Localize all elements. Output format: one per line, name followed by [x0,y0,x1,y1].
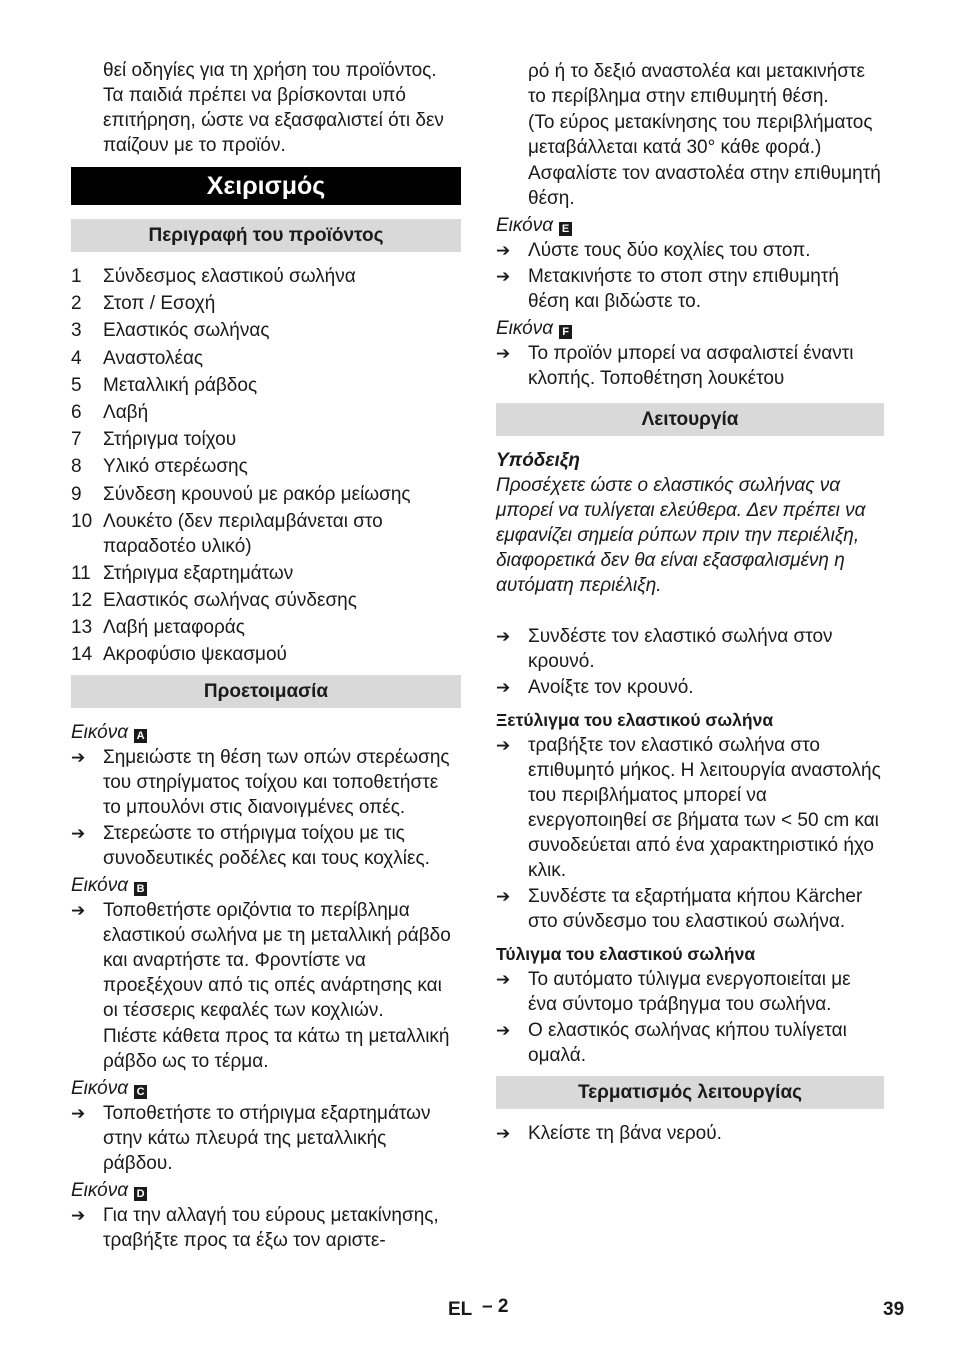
figure-word: Εικόνα [71,1078,129,1100]
figure-ref-a [71,720,461,745]
list-item [71,346,461,371]
figure-ref-e [496,213,884,238]
section-title-shutdown: Τερματισμός λειτουργίας [496,1076,884,1109]
arrow-right-icon: ➔ [71,748,86,768]
step-item [496,341,884,391]
arrow-right-icon: ➔ [496,344,511,363]
item-number: 10 [71,510,93,532]
section-title-preparation: Προετοιμασία [71,675,461,708]
left-column [71,58,461,1254]
figure-letter-d: D [134,1187,147,1201]
step-item [496,238,884,263]
list-item [71,642,461,667]
section-title-operation: Λειτουργία [496,403,884,436]
item-text: Ακροφύσιο ψεκασμού [103,644,287,666]
step-item [71,1101,461,1176]
arrow-right-icon: ➔ [71,901,86,921]
arrow-right-icon: ➔ [496,970,511,989]
list-item [71,561,461,586]
page-number: 39 [883,1299,905,1320]
step-item [496,967,884,1017]
figure-word: Εικόνα [71,722,129,744]
list-item [71,509,461,559]
list-item [71,427,461,452]
arrow-right-icon: ➔ [496,887,511,906]
arrow-right-icon: ➔ [496,241,511,260]
chapter-title: Χειρισμός [71,167,461,205]
item-text: Στήριγμα τοίχου [103,429,237,451]
figure-letter-b: B [134,882,147,896]
item-number: 13 [71,617,93,639]
step-item [496,624,884,674]
step-text: Κλείστε τη βάνα νερού. [528,1123,722,1144]
figure-letter-f: F [559,325,572,339]
list-item [71,318,461,343]
item-number: 7 [71,429,82,451]
arrow-right-icon: ➔ [496,736,511,755]
item-number: 12 [71,590,93,612]
step-item [496,675,884,700]
step-item [71,898,461,1023]
item-text: Μεταλλική ράβδος [103,374,258,396]
item-number: 5 [71,374,82,396]
step-text: Σημειώστε τη θέση των οπών στερέωσης του στηρίγματος τοίχου και τοποθετήστε το μπουλόνι στις διανοιγμένες οπές. [103,747,450,819]
figure-ref-f [496,316,884,341]
item-text: Στήριγμα εξαρτημάτων [103,562,294,584]
item-text: Στοπ / Εσοχή [103,293,216,315]
arrow-right-icon: ➔ [71,1104,86,1124]
step-text: Συνδέστε τον ελαστικό σωλήνα στον κρουνό. [528,626,833,672]
item-number: 1 [71,266,82,287]
list-item [71,400,461,425]
figure-word: Εικόνα [71,875,129,897]
item-text: Σύνδεσμος ελαστικού σωλήνα [103,266,356,287]
step-item [496,264,884,314]
item-number: 3 [71,320,82,342]
item-number: 2 [71,293,82,315]
item-number: 9 [71,483,82,505]
list-item [71,615,461,640]
step-item [71,745,461,820]
arrow-right-icon: ➔ [496,627,511,646]
figure-letter-e: E [559,222,572,236]
note-title: Υπόδειξη [496,450,580,471]
step-item [496,884,884,934]
item-text: Λαβή [103,401,149,423]
item-number: 6 [71,401,82,423]
figure-word: Εικόνα [71,1180,129,1202]
item-text: Ελαστικός σωλήνας [103,320,270,342]
figure-ref-c [71,1076,461,1101]
step-text: Λύστε τους δύο κοχλίες του στοπ. [528,240,811,261]
item-number: 4 [71,347,82,369]
item-text: Υλικό στερέωσης [103,456,248,478]
intro-text: θεί οδηγίες για τη χρήση του προϊόντος. Τα παιδιά πρέπει να βρίσκονται υπό επιτήρηση, ώστε να εξασφαλιστεί ότι δεν παίζουν με το προϊόν. [103,60,444,156]
step-text: Ανοίξτε τον κρουνό. [528,677,694,698]
figure-letter-a: A [134,729,147,743]
step-text: τραβήξτε τον ελαστικό σωλήνα στο επιθυμητό μήκος. Η λειτουργία αναστολής του περιβλήματος μπορεί να ενεργοποιηθεί σε βήματα των < 50 cm και συνοδεύεται από ένα χαρακτηριστικό ήχο κλικ. [528,735,881,881]
step-continuation: Ασφαλίστε τον αναστολέα στην επιθυμητή θέση. [528,163,881,209]
list-item [71,291,461,316]
step-text: Τοποθετήστε οριζόντια το περίβλημα ελαστικού σωλήνα με τη μεταλλική ράβδο και αναρτήστε τα. Φροντίστε να προεξέχουν από τις οπές ανάρτησης και οι τέσσερις κεφαλές των κοχλιών. [103,900,451,1022]
arrow-right-icon: ➔ [496,678,511,697]
step-text: Για την αλλαγή του εύρους μετακίνησης, τραβήξτε προς τα έξω τον αριστε- [103,1205,439,1252]
item-number: 8 [71,456,82,478]
step-text: Ο ελαστικός σωλήνας κήπου τυλίγεται ομαλά. [528,1020,847,1066]
list-item [71,373,461,398]
step-text: Μετακινήστε το στοπ στην επιθυμητή θέση και βιδώστε το. [528,266,839,312]
figure-ref-d [71,1178,461,1203]
arrow-right-icon: ➔ [71,1206,86,1226]
step-text: Το προϊόν μπορεί να ασφαλιστεί έναντι κλοπής. Τοποθέτηση λουκέτου [528,343,854,389]
step-text: Στερεώστε το στήριγμα τοίχου με τις συνοδευτικές ροδέλες και τους κοχλίες. [103,823,430,870]
step-item [496,733,884,883]
arrow-right-icon: ➔ [496,1021,511,1040]
figure-word: Εικόνα [496,215,554,236]
arrow-right-icon: ➔ [496,1124,511,1143]
section-title-description: Περιγραφή του προϊόντος [71,219,461,252]
footer-language: EL [448,1299,473,1320]
step-item [71,821,461,871]
step-item [496,1018,884,1068]
figure-ref-b [71,873,461,898]
parts-list [71,264,461,667]
item-text: Ελαστικός σωλήνας σύνδεσης [103,590,357,612]
step-continuation: Πιέστε κάθετα προς τα κάτω τη μεταλλική ράβδο ως το τέρμα. [103,1026,450,1073]
step-text: Το αυτόματο τύλιγμα ενεργοποιείται με ένα σύντομο τράβηγμα του σωλήνα. [528,969,851,1015]
right-column [496,58,884,1147]
list-item [71,588,461,613]
step-continuation: (Το εύρος μετακίνησης του περιβλήματος μεταβάλλεται κατά 30° κάθε φορά.) [528,112,873,158]
list-item [71,264,461,289]
step-continuation: ρό ή το δεξιό αναστολέα και μετακινήστε το περίβλημα στην επιθυμητή θέση. [528,61,865,107]
footer-section: – 2 [482,1296,509,1317]
step-text: Συνδέστε τα εξαρτήματα κήπου Kärcher στο σύνδεσμο του ελαστικού σωλήνα. [528,886,863,932]
item-number: 14 [71,644,93,666]
subheading-roll: Τύλιγμα του ελαστικού σωλήνα [496,944,756,964]
figure-letter-c: C [134,1085,147,1099]
item-text: Αναστολέας [103,347,204,369]
note-text: Προσέχετε ώστε ο ελαστικός σωλήνας να μπορεί να τυλίγεται ελεύθερα. Δεν πρέπει να εμφανίζει σημεία ρύπων πριν την περιέλιξη, διαφορετικά δεν θα είναι εξασφαλισμένη η αυτόματη περιέλιξη. [496,475,866,596]
step-item [71,1203,461,1253]
item-text: Σύνδεση κρουνού με ρακόρ μείωσης [103,483,411,505]
item-text: Λουκέτο (δεν περιλαμβάνεται στο παραδοτέο υλικό) [103,510,383,557]
item-text: Λαβή μεταφοράς [103,617,245,639]
item-number: 11 [71,562,91,584]
arrow-right-icon: ➔ [71,824,86,844]
step-text: Τοποθετήστε το στήριγμα εξαρτημάτων στην κάτω πλευρά της μεταλλικής ράβδου. [103,1103,431,1175]
figure-word: Εικόνα [496,318,554,339]
arrow-right-icon: ➔ [496,267,511,286]
list-item [71,482,461,507]
step-item [496,1121,884,1146]
subheading-unroll: Ξετύλιγμα του ελαστικού σωλήνα [496,710,774,730]
list-item [71,454,461,479]
